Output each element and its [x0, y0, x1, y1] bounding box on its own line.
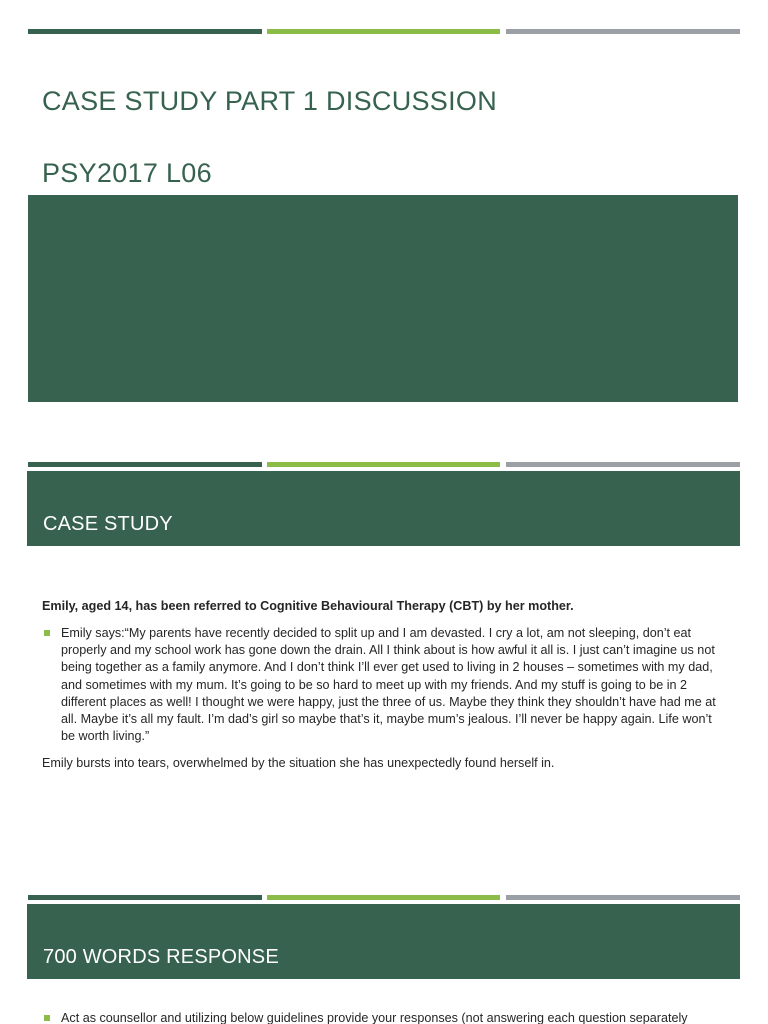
stripe-grey [506, 462, 740, 467]
slide-case-study [0, 430, 768, 870]
case-closing: Emily bursts into tears, overwhelmed by the situation she has unexpectedly found herself in. [42, 756, 555, 770]
accent-stripes [28, 29, 740, 34]
stripe-dark-green [28, 895, 262, 900]
case-intro: Emily, aged 14, has been referred to Cognitive Behavioural Therapy (CBT) by her mother. [42, 599, 574, 613]
bullet-square-icon [44, 1015, 50, 1021]
case-study-header-band [27, 471, 740, 546]
slide-subtitle: PSY2017 L06 [42, 158, 212, 188]
stripe-light-green [267, 29, 500, 34]
stripe-light-green [267, 895, 500, 900]
response-instruction: Act as counsellor and utilizing below guidelines provide your responses (not answering each question separately [61, 1011, 688, 1024]
stripe-dark-green [28, 462, 262, 467]
stripe-grey [506, 29, 740, 34]
slide-title-heading: CASE STUDY PART 1 DISCUSSION [42, 86, 498, 116]
title-green-panel [28, 195, 738, 402]
accent-stripes [28, 462, 740, 467]
accent-stripes [28, 895, 740, 900]
emily-quote: Emily says:“My parents have recently decided to split up and I am devasted. I cry a lot, am not sleeping, don’t eat properly and my school work has gone down the drain. All I think about is how awful it all is. I just can’t imagine us not being together as a family anymore. And I don’t think I’ll ever get used to living in 2 houses – sometimes with my dad, and sometimes with my mum. It’s going to be so hard to meet up with my friends. And my stuff is going to be in 2 different places as well! I thought we were happy, just the three of us. Maybe they think they shouldn’t have had me at all. Maybe it’s all my fault. I’m dad’s girl so maybe that’s it, maybe mum’s jealous. I’ll never be happy again. Life won’t be worth living.” [61, 626, 716, 744]
case-study-heading: CASE STUDY [43, 513, 173, 535]
slide-response [0, 870, 768, 1024]
response-heading: 700 WORDS RESPONSE [43, 946, 279, 968]
stripe-light-green [267, 462, 500, 467]
stripe-grey [506, 895, 740, 900]
slide-title [0, 0, 768, 430]
response-header-band [27, 904, 740, 979]
stripe-dark-green [28, 29, 262, 34]
bullet-square-icon [44, 630, 50, 636]
